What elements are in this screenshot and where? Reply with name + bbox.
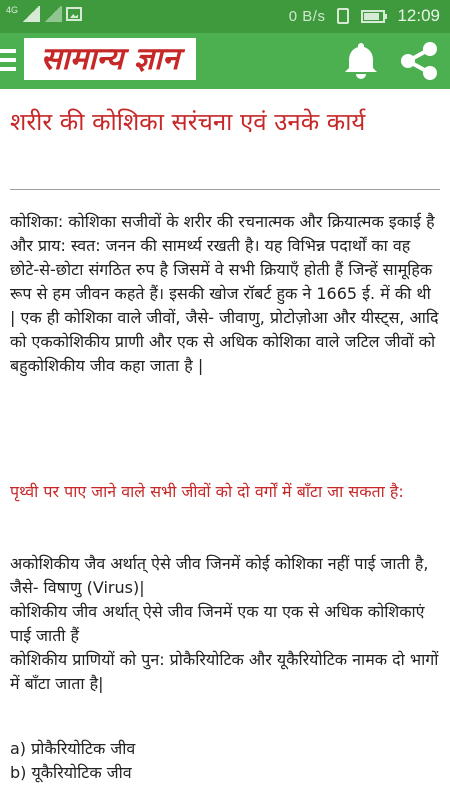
line-division: कोशिकीय प्राणियों को पुन: प्रोकैरियोटिक और यूकैरियोटिक नामक दो भागों में बाँटा जाता है| [10, 650, 439, 693]
clock: 12:09 [397, 6, 440, 25]
bell-icon[interactable] [341, 40, 381, 80]
vibrate-icon [337, 8, 349, 24]
app-title: सामान्य ज्ञान [24, 38, 196, 80]
list-item: a) प्रोकैरियोटिक जीव [10, 739, 136, 758]
classification-heading: पृथ्वी पर पाए जाने वाले सभी जीवों को दो वर्गों में बाँटा जा सकता है: [10, 482, 404, 501]
app-bar [0, 33, 450, 89]
line-acellular: अकोशिकीय जैव अर्थात् ऐसे जीव जिनमें कोई कोशिका नहीं पाई जाती है, जैसे- विषाणु (Virus)| [10, 554, 429, 597]
image-notification-icon [66, 7, 82, 21]
share-icon[interactable] [398, 41, 440, 81]
network-type-label: 4G [6, 5, 19, 15]
status-bar [0, 0, 450, 33]
divider [10, 189, 440, 190]
signal-icon-secondary [44, 6, 62, 22]
signal-icon [22, 6, 40, 22]
organism-list [10, 737, 440, 785]
line-cellular: कोशिकीय जीव अर्थात् ऐसे जीव जिनमें एक या एक से अधिक कोशिकाएं पाई जाती हैं [10, 602, 425, 645]
menu-icon[interactable] [0, 49, 16, 71]
network-speed: 0 B/s [288, 7, 326, 25]
classification-lines [10, 552, 440, 696]
list-item: b) यूकैरियोटिक जीव [10, 763, 132, 782]
article-heading: शरीर की कोशिका सरंचना एवं उनके कार्य [10, 108, 366, 136]
battery-icon [361, 10, 385, 23]
intro-paragraph: कोशिका: कोशिका सजीवों के शरीर की रचनात्मक और क्रियात्मक इकाई है और प्राय: स्वत: जनन की सामर्थ्य रखती है। यह विभिन्न पदार्थों का वह छोटे-से-छोटा संगठित रुप है जिसमें वे सभी क्रियाएँ होती हैं जिन्हें सामूहिक रूप से हम जीवन कहते हैं। इसकी खोज रॉबर्ट हुक ने 1665 ई. में की थी | एक ही कोशिका वाले जीवों, जैसे- जीवाणु, प्रोटोज़ोआ और यीस्ट्स, आदि को एककोशिकीय प्राणी और एक से अधिक कोशिका वाले जटिल जीवों को बहुकोशिकीय जीव कहा जाता है | [10, 212, 439, 375]
